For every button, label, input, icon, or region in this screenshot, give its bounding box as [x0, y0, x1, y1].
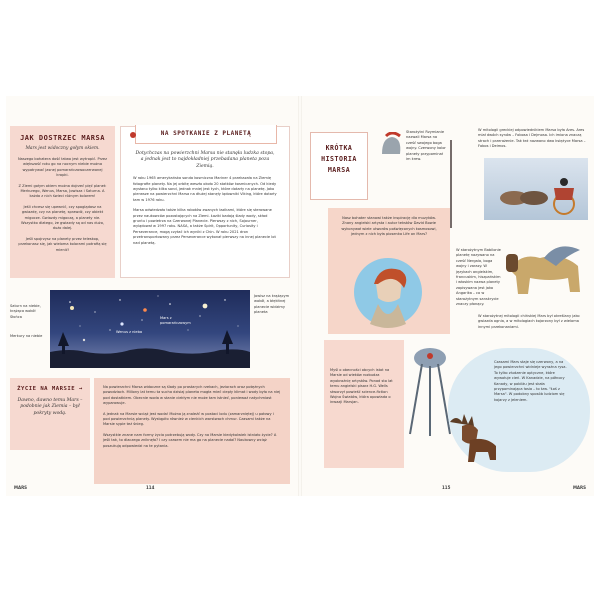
label-wenus: Wenus z nieba [116, 330, 143, 334]
meeting-title: NA SPOTKANIE Z PLANETĄ [160, 130, 252, 137]
myth-text: W mitologii greckiej odpowiednikiem Marsa była Ares. Ares miał dwóch synów – Fobosa i Dejmosa. Ich imiona znaczą strach i przerażenie. Tak też nazwano dwa księżyce Marsa – Fobos i Deimos. [478, 128, 586, 149]
saturn-dot [70, 306, 74, 310]
life-title [10, 386, 90, 392]
intro-paragraph: Jeśli spojrzysz na planety przez teleskop, przekonasz się, jak wieloma kolorami potrafią się mienić! [18, 236, 107, 252]
moose-illustration [442, 412, 502, 466]
chariot-illustration [484, 158, 588, 220]
greek-text: Starożytni Rzymianie nazwali Marsa na cześć swojego boga wojny. Czerwony kolor planety przypominał im krew. [406, 130, 446, 162]
history-title: KRÓTKA HISTORIA MARSA [321, 144, 357, 174]
bowie-portrait [350, 254, 426, 330]
life-text-box [94, 378, 290, 484]
martians-text: Myśl o obecności obcych istot na Marsie od wieków rozbudza wyobraźnię artystów. Ponad sto lat temu angielski pisarz H.G. Wells stworzył powieść science-fiction Wojna Światów, która opowiada o inwazji Marsjan. [330, 368, 393, 405]
label-saturn: Saturn na niebie, krążąca wokół Słońca [10, 304, 41, 319]
arrow-right-icon: → [79, 386, 83, 392]
intro-subtitle: Mars jest widoczny gołym okiem. [25, 146, 100, 151]
life-paragraph: Na powierzchni Marsa widoczne są ślady po prastarych rzekach, jeziorach oraz potężnych powodziach. Miliony lat temu ta sucha dzisiaj planeta mogła mieć ciepły klimat i wody było na niej pod dostatkiem. Obecnie woda w stanie ciekłym nie może tam istnieć, ponieważ natychmiast wyparowuje. [103, 385, 281, 406]
lamassu-illustration [500, 232, 590, 304]
wenus-dot [120, 322, 123, 325]
intro-paragraph: Naszego bohatera dość łatwo jest wytropić. Przez większość roku go na nocnym niebie można wypatrywać jasnej pomarańczowoczerwonej kropki. [17, 157, 108, 178]
page-number-left: 114 [146, 485, 155, 490]
sky-scene [50, 290, 250, 368]
page-number-right: 115 [442, 485, 451, 490]
intro-title: JAK DOSTRZEC MARSA [20, 134, 105, 142]
meeting-subtitle: Dotychczas na powierzchni Marsa nie stanęła ludzka stopa, a jednak jest to najdokładniej przebadana planeta poza Ziemią. [135, 151, 275, 169]
meeting-title-tab [135, 125, 277, 144]
intro-paragraph: Z Ziemi gołym okiem można dojrzeć pięć planet: Merkurego, Wenus, Marsa, Jowisza i Saturna. A każda z nich świeci różnym kolorem! [18, 183, 107, 199]
roman-helmet-illustration [378, 132, 404, 162]
folio-right-label: MARS [572, 485, 586, 490]
moose-text: Czasami Mars staje się czerwony, a na jego powierzchni widnieje wyraźna rysa. To tylko złudzenie optyczne, które wywołuje cień. W Kanadzie, na północy Kanady, w pobliżu jest skała przypominająca łosia – to tzw. "Łoś z Marsa". W podobny sposób ludziom się kojarzy z jeleniem. [494, 360, 567, 402]
meeting-paragraph: W roku 1965 amerykańska sonda kosmiczna Mariner 4 przekazała na Ziemię fotografie planety. Na jej orbitę weszło około 20 statków kosmicznych. Od kiedy wysłano tylko kilka sond, jednak mniej jest tych, które dotarły na planetę. Jako pierwsze na powierzchni Marsa na dłużej stanęły lądowniki Viking, które dotarły tam w 1976 roku. [133, 176, 277, 202]
folio-left-label: MARS [14, 485, 28, 490]
life-subtitle: Dawno, dawno temu Mars – podobnie jak Ziemia – był pokryty wodą. [17, 398, 83, 416]
nergal-text: W starożytnym Babilonie planetę nazywano na cześć Nergala, boga wojny i zarazy. W językach angielskim, francuskim, hiszpańskim i włoskim nazwa planety zapisywana jest jako Angarika – co w starożytnym sanskrycie znaczy płonący. [456, 248, 501, 307]
meeting-paragraph: Marsa odwiedzało także kilka robotów zwanych łazikami, które się sterowane przez naukowców pozostających na Ziemi. Łaziki badają ślady wody, skład gruntu i powietrza na Czerwonej Planecie. Pierwszy z nich, Sojourner, wylądował w 1997 roku. NASA, a także Spirit, Opportunity, Curiosity i Perseverance, mogą czytać ich wyniki z Chin. W roku 2021 dron przetransportowany przez Perseverance wykonał pierwszy na innej planecie lot nad planetą. [133, 208, 276, 245]
bowie-box [328, 208, 450, 334]
slavic-text: W starożytnej mitologii chińskiej Mars był określany jako gwiazda ognia, a w mitologiach kojarzony był z wieloma innymi przekonaniami. [478, 314, 580, 329]
label-mars: Mars z pomarańczowym [160, 316, 191, 326]
merkury-dot [83, 339, 85, 341]
life-paragraph: Wszystkie znane nam formy życia potrzebują wody. Czy na Marsie kiedykolwiek istniało życie? A jeśli tak, to dlaczego zniknęło? I czy czasem nie ma go na planecie nadal? Naukowcy wciąż poszukują odpowiedzi na te pytania. [103, 432, 277, 448]
life-title-text: ŻYCIE NA MARSIE [17, 386, 76, 392]
life-paragraph: A jednak na Marsie wciąż jest woda! Można ją znaleźć w postaci lodu (zamarzniętej) u połowy i pod powierzchnią planety. Wystąpiło również w cienkich warstwach chmur. Czasami także na Marsie sypie też śnieg. [103, 411, 274, 427]
martians-box [324, 340, 404, 468]
left-page [6, 96, 298, 496]
night-sky-illustration [50, 290, 250, 368]
jowisz-dot [203, 304, 208, 309]
meeting-box [120, 126, 290, 278]
pin-icon [129, 131, 137, 139]
life-title-box [10, 378, 90, 450]
history-title-box [310, 132, 368, 200]
label-merkury: Merkury na niebie [10, 334, 43, 338]
intro-paragraph: Jeśli chcesz się upewnić, czy spoglądasz na gwiazdę, czy na planetę, sprawdź, czy obiekt migocze. Gwiazdy migoczą, a planety nie. Wszystko dlatego, że gwiazdy są od nas dużo, dużo dalej. [20, 204, 105, 231]
intro-box [10, 126, 115, 278]
bowie-text: Nasz bohater stanowi także inspirację dla muzyków. Znany angielski artysta i autor tekstów David Bowie wykonywał wiele utworów poświęconych kosmosowi, jednym z nich była piosenka Life on Mars? [341, 216, 437, 237]
right-page [302, 96, 594, 496]
mars-dot [143, 308, 147, 312]
label-jowisz: Jowisz na krążącym wokół, a błękitnej planecie widzimy planeta [254, 294, 290, 315]
